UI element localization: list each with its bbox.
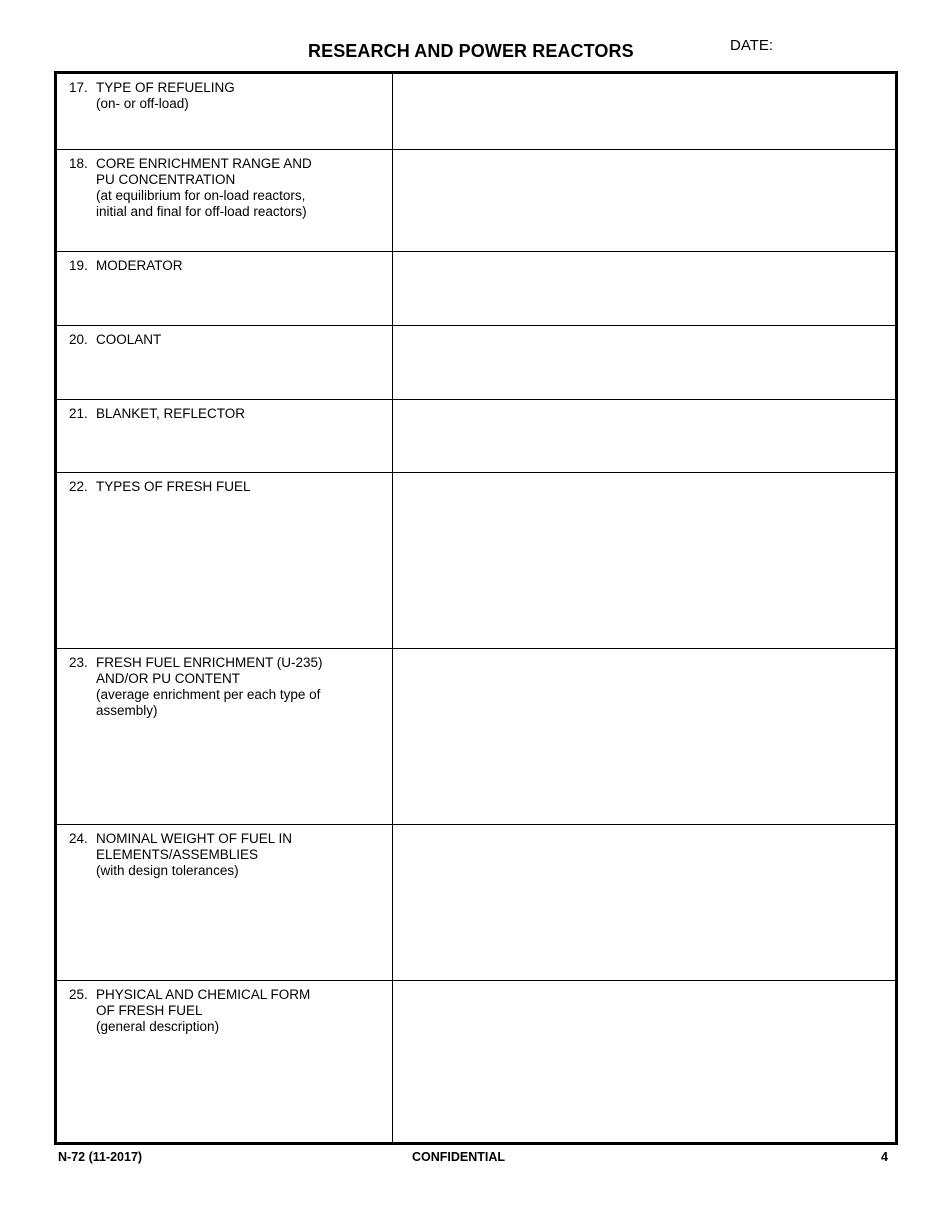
label-line: TYPES OF FRESH FUEL <box>96 479 251 494</box>
page-title: RESEARCH AND POWER REACTORS <box>308 41 634 61</box>
row-label <box>57 326 393 399</box>
nominal-weight-field[interactable] <box>393 825 895 980</box>
label-line: PHYSICAL AND CHEMICAL FORM <box>96 987 311 1002</box>
label-line: ELEMENTS/ASSEMBLIES <box>96 847 259 862</box>
page-number: 4 <box>881 1150 888 1164</box>
label-line: BLANKET, REFLECTOR <box>96 406 246 421</box>
item-number: 23. <box>69 655 88 670</box>
physical-chemical-form-field[interactable] <box>393 981 895 1142</box>
classification-marking: CONFIDENTIAL <box>412 1150 506 1164</box>
row-label <box>57 400 393 472</box>
form-row-23 <box>57 648 895 824</box>
row-label <box>57 74 393 149</box>
label-line: initial and final for off-load reactors) <box>96 204 307 219</box>
item-number: 22. <box>69 479 88 494</box>
blanket-reflector-field[interactable] <box>393 400 895 472</box>
label-line: (at equilibrium for on-load reactors, <box>96 188 306 203</box>
item-number: 24. <box>69 831 88 846</box>
item-number: 19. <box>69 258 88 273</box>
label-line: assembly) <box>96 703 158 718</box>
label-line: PU CONCENTRATION <box>96 172 236 187</box>
core-enrichment-field[interactable] <box>393 150 895 251</box>
label-line: MODERATOR <box>96 258 183 273</box>
row-label <box>57 825 393 980</box>
fresh-fuel-enrichment-field[interactable] <box>393 649 895 824</box>
item-number: 21. <box>69 406 88 421</box>
label-line: (average enrichment per each type of <box>96 687 321 702</box>
form-row-25 <box>57 980 895 1142</box>
label-line: (with design tolerances) <box>96 863 239 878</box>
moderator-field[interactable] <box>393 252 895 325</box>
row-label <box>57 649 393 824</box>
form-row-20 <box>57 325 895 399</box>
label-line: OF FRESH FUEL <box>96 1003 203 1018</box>
label-line: TYPE OF REFUELING <box>96 80 235 95</box>
form-row-21 <box>57 399 895 472</box>
form-row-18 <box>57 149 895 251</box>
label-line: AND/OR PU CONTENT <box>96 671 241 686</box>
label-line: NOMINAL WEIGHT OF FUEL IN <box>96 831 293 846</box>
label-line: (general description) <box>96 1019 220 1034</box>
form-id: N-72 (11-2017) <box>58 1150 143 1164</box>
coolant-field[interactable] <box>393 326 895 399</box>
item-number: 20. <box>69 332 88 347</box>
form-row-22 <box>57 472 895 648</box>
date-label: DATE: <box>730 37 774 54</box>
label-line: (on- or off-load) <box>96 96 189 111</box>
row-label <box>57 252 393 325</box>
form-row-19 <box>57 251 895 325</box>
label-line: COOLANT <box>96 332 162 347</box>
form-row-17 <box>57 74 895 149</box>
form-table <box>54 71 898 1145</box>
form-row-24 <box>57 824 895 980</box>
row-label <box>57 981 393 1142</box>
item-number: 18. <box>69 156 88 171</box>
row-label <box>57 150 393 251</box>
type-of-refueling-field[interactable] <box>393 74 895 149</box>
label-line: CORE ENRICHMENT RANGE AND <box>96 156 312 171</box>
item-number: 17. <box>69 80 88 95</box>
types-of-fresh-fuel-field[interactable] <box>393 473 895 648</box>
row-label <box>57 473 393 648</box>
label-line: FRESH FUEL ENRICHMENT (U-235) <box>96 655 323 670</box>
item-number: 25. <box>69 987 88 1002</box>
